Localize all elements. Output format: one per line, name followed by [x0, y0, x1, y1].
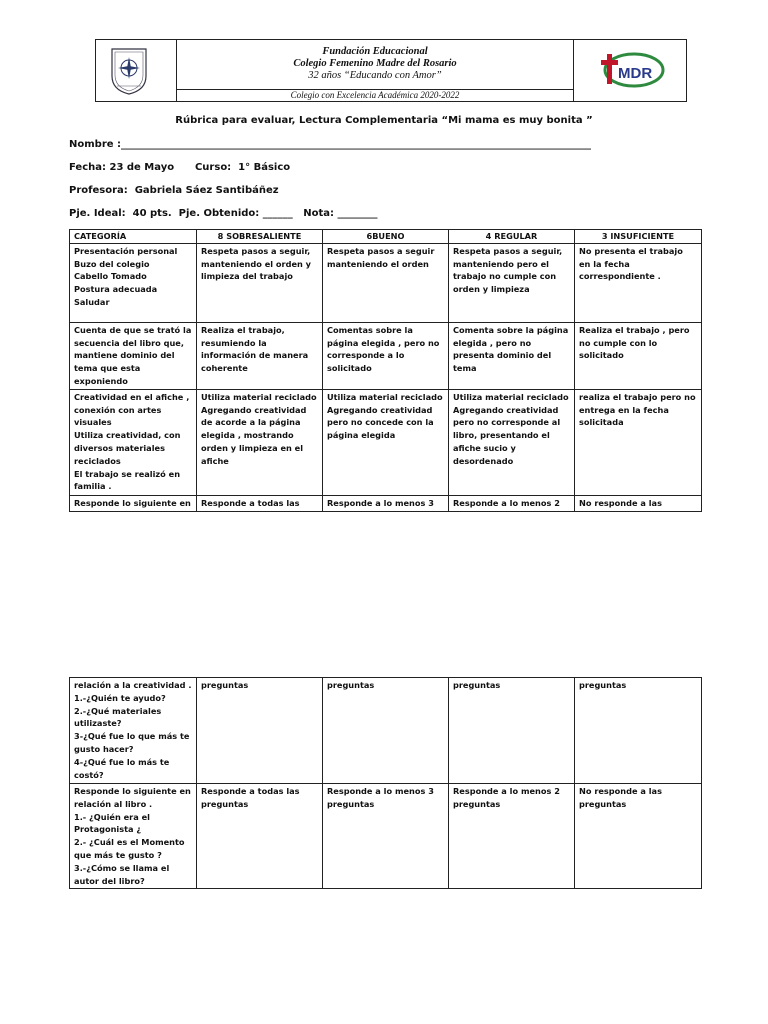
cell-sobresaliente: preguntas — [197, 678, 323, 784]
rubric-title: Rúbrica para evaluar, Lectura Complementaria “Mi mama es muy bonita ” — [175, 115, 593, 126]
rubric-table-page1 — [69, 229, 702, 512]
cell-regular: preguntas — [449, 678, 575, 784]
table-header-row — [70, 230, 702, 244]
cell-regular: Respeta pasos a seguir, manteniendo pero el trabajo no cumple con orden y limpieza — [449, 243, 575, 322]
cell-regular: Utiliza material reciclado Agregando creatividad pero no corresponde al libro, presentando el afiche sucio y desordenado — [449, 389, 575, 495]
cell-category: Responde lo siguiente en relación al libro . 1.- ¿Quién era el Protagonista ¿ 2.- ¿Cuál es el Momento que más te gusto ? 3.-¿Cómo se llama el autor del libro? — [70, 784, 197, 889]
date-course-line: Fecha: 23 de Mayo Curso: 1° Básico — [69, 162, 291, 173]
table-row — [70, 784, 702, 889]
cell-sobresaliente: Responde a todas las preguntas — [197, 784, 323, 889]
table-row — [70, 678, 702, 784]
mdr-logo-text: MDR — [618, 65, 653, 82]
cell-bueno: preguntas — [323, 678, 449, 784]
cell-insuficiente: No responde a las — [575, 495, 702, 511]
cell-sobresaliente: Responde a todas las — [197, 495, 323, 511]
school-motto: 32 años “Educando con Amor” — [308, 70, 442, 81]
table-row — [70, 243, 702, 322]
cell-sobresaliente: Respeta pasos a seguir, manteniendo el orden y limpieza del trabajo — [197, 243, 323, 322]
header-regular: 4 REGULAR — [449, 230, 575, 244]
school-seal-cell — [96, 40, 177, 101]
cell-regular: Comenta sobre la página elegida , pero no presenta dominio del tema — [449, 322, 575, 389]
header-categoria: CATEGORÍA — [70, 230, 197, 244]
teacher-line: Profesora: Gabriela Sáez Santibáñez — [69, 185, 279, 196]
letterhead-text — [176, 40, 574, 88]
table-row — [70, 322, 702, 389]
letterhead — [95, 39, 687, 102]
header-bueno: 6BUENO — [323, 230, 449, 244]
cell-insuficiente: preguntas — [575, 678, 702, 784]
foundation-name: Fundación Educacional — [322, 46, 428, 57]
cell-bueno: Utiliza material reciclado Agregando creatividad pero no concede con la página elegida — [323, 389, 449, 495]
cell-bueno: Responde a lo menos 3 — [323, 495, 449, 511]
mdr-logo — [598, 48, 668, 90]
cell-bueno: Responde a lo menos 3 preguntas — [323, 784, 449, 889]
cell-bueno: Respeta pasos a seguir manteniendo el orden — [323, 243, 449, 322]
rubric-table-page2 — [69, 677, 702, 889]
school-seal-icon — [109, 46, 149, 96]
table-row — [70, 495, 702, 511]
cell-bueno: Comentas sobre la página elegida , pero no corresponde a lo solicitado — [323, 322, 449, 389]
cell-regular: Responde a lo menos 2 preguntas — [449, 784, 575, 889]
cell-insuficiente: No responde a las preguntas — [575, 784, 702, 889]
cell-regular: Responde a lo menos 2 — [449, 495, 575, 511]
cell-insuficiente: realiza el trabajo pero no entrega en la fecha solicitada — [575, 389, 702, 495]
cell-category: Presentación personal Buzo del colegio Cabello Tomado Postura adecuada Saludar — [70, 243, 197, 322]
cell-category: Cuenta de que se trató la secuencia del libro que, mantiene dominio del tema que esta exponiendo — [70, 322, 197, 389]
cell-sobresaliente: Realiza el trabajo, resumiendo la información de manera coherente — [197, 322, 323, 389]
school-name: Colegio Femenino Madre del Rosario — [293, 58, 457, 69]
cell-category: Creatividad en el afiche , conexión con artes visuales Utiliza creatividad, con diversos materiales reciclados El trabajo se realizó en familia . — [70, 389, 197, 495]
mdr-logo-cell — [573, 40, 686, 101]
header-sobresaliente: 8 SOBRESALIENTE — [197, 230, 323, 244]
score-line[interactable]: Pje. Ideal: 40 pts. Pje. Obtenido: ______ Nota: ________ — [69, 208, 378, 219]
cell-sobresaliente: Utiliza material reciclado Agregando creatividad de acorde a la página elegida , mostrando orden y limpieza en el afiche — [197, 389, 323, 495]
table-row — [70, 389, 702, 495]
header-insuficiente: 3 INSUFICIENTE — [575, 230, 702, 244]
name-field[interactable]: Nombre :______________________________________________________________________________________________ — [69, 139, 592, 150]
cell-category: relación a la creatividad . 1.-¿Quién te ayudo? 2.-¿Qué materiales utilizaste? 3-¿Qué fue lo que más te gusto hacer? 4-¿Qué fue lo más te costó? — [70, 678, 197, 784]
cell-insuficiente: No presenta el trabajo en la fecha correspondiente . — [575, 243, 702, 322]
cell-category: Responde lo siguiente en — [70, 495, 197, 511]
cell-insuficiente: Realiza el trabajo , pero no cumple con lo solicitado — [575, 322, 702, 389]
excellence-caption: Colegio con Excelencia Académica 2020-2022 — [290, 90, 460, 100]
